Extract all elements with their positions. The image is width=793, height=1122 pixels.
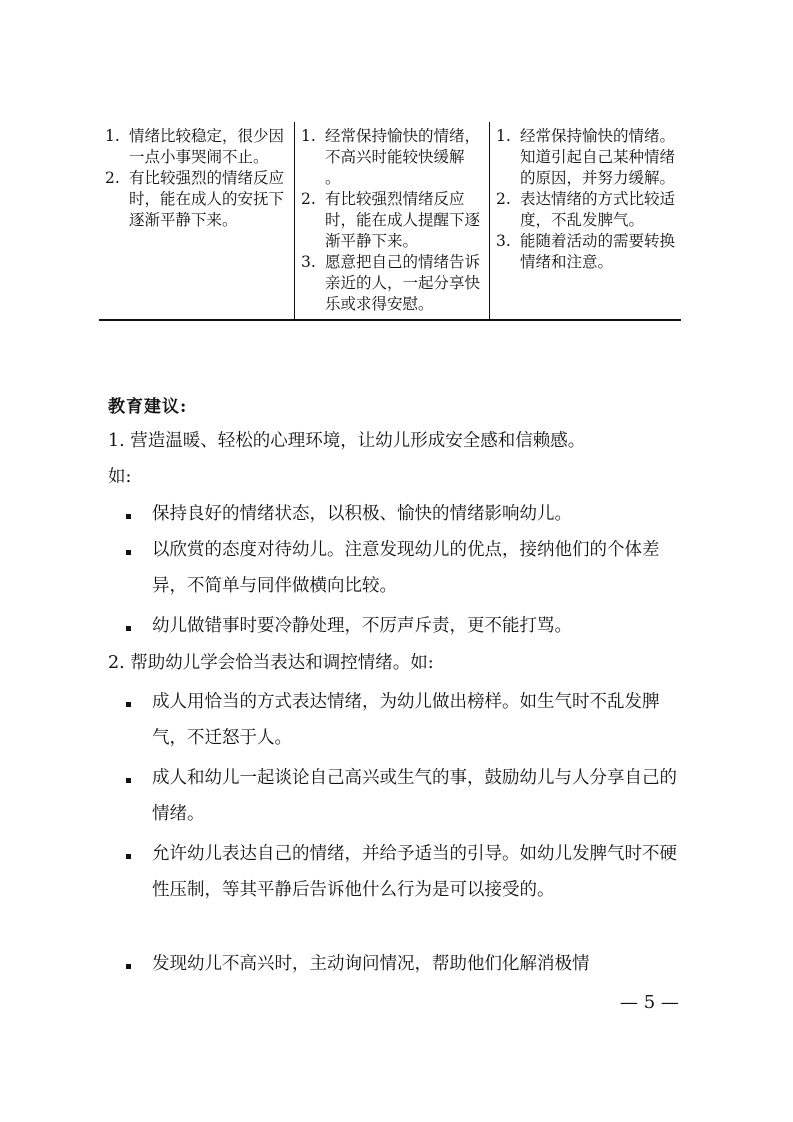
bullet-square-icon <box>126 854 131 859</box>
bullet-item: 保持良好的情绪状态，以积极、愉快的情绪影响幼儿。 <box>126 496 686 532</box>
goal-list-2 <box>301 126 483 315</box>
list-item: 2. 表达情绪的方式比较适度，不乱发脾气。 <box>496 190 676 229</box>
goal-list-1 <box>105 126 288 231</box>
list-item: 2. 有比较强烈情绪反应时，能在成人提醒下逐渐平静下来。 <box>301 190 481 250</box>
table-column-2 <box>294 122 489 319</box>
bullet-square-icon <box>126 514 131 519</box>
bullet-square-icon <box>126 550 131 555</box>
bullet-square-icon <box>126 778 131 783</box>
list-item: 2. 有比较强烈的情绪反应时，能在成人的安抚下逐渐平静下来。 <box>105 169 285 229</box>
suggestion-item-2: 2. 帮助幼儿学会恰当表达和调控情绪。如: <box>108 653 434 673</box>
table-column-1 <box>99 122 294 319</box>
goals-table <box>99 122 681 321</box>
list-item: 1. 经常保持愉快的情绪。知道引起自己某种情绪的原因，并努力缓解。 <box>496 127 676 187</box>
example-label: 如: <box>108 467 132 487</box>
goal-list-3 <box>496 126 675 273</box>
bullet-square-icon <box>126 626 131 631</box>
bullet-item: 允许幼儿表达自己的情绪，并给予适当的引导。如幼儿发脾气时不硬性压制，等其平静后告诉他什么行为是可以接受的。 <box>126 836 686 908</box>
list-item: 3. 愿意把自己的情绪告诉亲近的人，一起分享快乐或求得安慰。 <box>301 253 481 313</box>
bullet-item: 成人用恰当的方式表达情绪，为幼儿做出榜样。如生气时不乱发脾气，不迁怒于人。 <box>126 684 686 756</box>
bullet-square-icon <box>126 702 131 707</box>
bullet-item: 幼儿做错事时要冷静处理，不厉声斥责，更不能打骂。 <box>126 608 686 644</box>
table-column-3 <box>489 122 681 319</box>
list-item: 1. 经常保持愉快的情绪，不高兴时能较快缓解 。 <box>301 127 481 187</box>
bullet-square-icon <box>126 964 131 969</box>
list-item: 1. 情绪比较稳定，很少因一点小事哭闹不止。 <box>105 127 285 166</box>
list-item: 3. 能随着活动的需要转换情绪和注意。 <box>496 232 676 271</box>
bullet-item: 成人和幼儿一起谈论自己高兴或生气的事，鼓励幼儿与人分享自己的情绪。 <box>126 760 686 832</box>
bullet-item: 以欣赏的态度对待幼儿。注意发现幼儿的优点，接纳他们的个体差异，不简单与同伴做横向比较。 <box>126 532 686 604</box>
section-heading: 教育建议: <box>108 397 188 417</box>
suggestion-item-1: 1. 营造温暖、轻松的心理环境，让幼儿形成安全感和信赖感。 <box>108 431 586 451</box>
bullet-item: 发现幼儿不高兴时，主动询问情况，帮助他们化解消极情 <box>126 946 686 982</box>
page-number: — 5 — <box>620 992 679 1013</box>
